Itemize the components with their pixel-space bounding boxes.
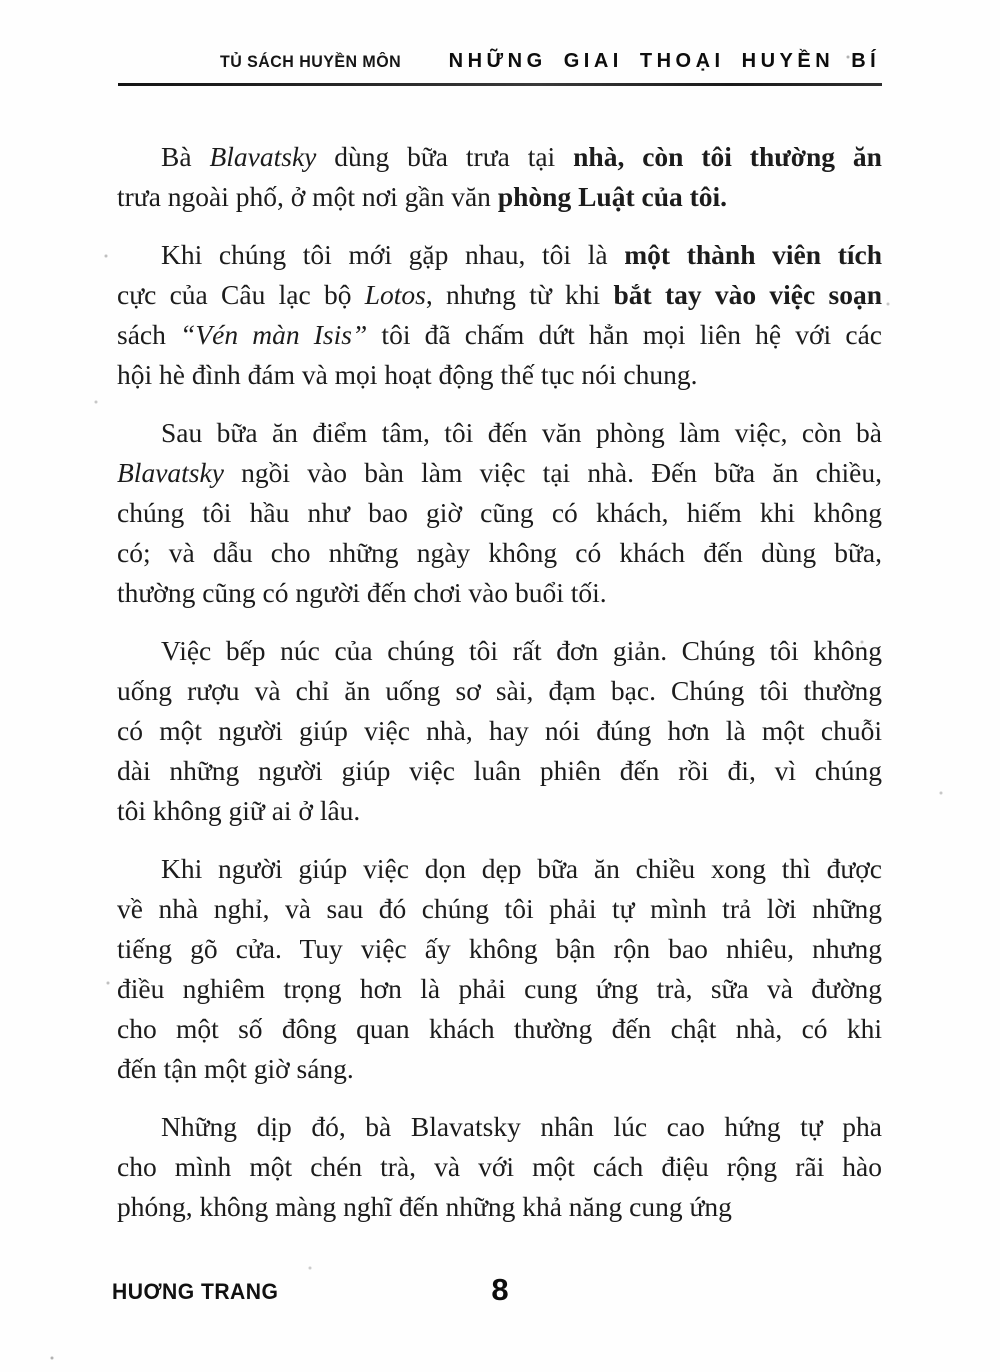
text-line <box>117 889 882 929</box>
paragraph <box>117 235 882 395</box>
text-line <box>117 355 882 395</box>
text-segment: dài những người giúp việc luân phiên đến rồi đi, vì chúng <box>117 755 882 786</box>
text-segment: dùng bữa trưa tại <box>316 141 574 172</box>
text-line <box>117 235 882 275</box>
text-line <box>117 1107 882 1147</box>
text-line <box>117 969 882 1009</box>
text-segment: trưa ngoài phố, ở một nơi gần văn <box>117 181 498 212</box>
paragraph <box>117 631 882 831</box>
text-line <box>117 573 882 613</box>
text-segment: Bà <box>161 141 210 172</box>
body-text <box>117 137 882 1245</box>
text-segment: cho mình một chén trà, và với một cách điệu rộng rãi hào <box>117 1151 882 1182</box>
text-line <box>117 1187 882 1227</box>
text-segment: tiếng gõ cửa. Tuy việc ấy không bận rộn bao nhiêu, nhưng <box>117 933 882 964</box>
text-segment: nhà, còn tôi thường ăn <box>573 141 882 172</box>
text-line <box>117 791 882 831</box>
text-segment: “Vén màn Isis” <box>180 319 368 350</box>
text-line <box>117 413 882 453</box>
text-line <box>117 453 882 493</box>
book-title: NHỮNG GIAI THOẠI HUYỀN BÍ <box>448 50 881 72</box>
text-segment: có một người giúp việc nhà, hay nói đúng hơn là một chuỗi <box>117 715 882 746</box>
text-line <box>117 275 882 315</box>
text-segment: sách <box>117 319 181 350</box>
text-segment: phóng, không màng nghĩ đến những khả năng cung ứng <box>117 1191 732 1222</box>
paragraph <box>117 849 882 1089</box>
publisher-label: HUƠNG TRANG <box>112 1279 279 1304</box>
text-segment: cho một số đông quan khách thường đến chật nhà, có khi <box>117 1013 882 1044</box>
text-segment: , nhưng từ khi <box>425 279 614 310</box>
text-segment: Sau bữa ăn điểm tâm, tôi đến văn phòng làm việc, còn bà <box>161 417 882 448</box>
text-segment: thường cũng có người đến chơi vào buổi tối. <box>117 577 607 608</box>
text-segment: ngồi vào bàn làm việc tại nhà. Đến bữa ăn chiều, <box>223 457 882 488</box>
text-segment: Blavatsky <box>209 141 317 172</box>
text-segment: bắt tay vào việc soạn <box>613 279 882 310</box>
paragraph <box>117 1107 882 1227</box>
text-line <box>117 493 882 533</box>
text-segment: Những dịp đó, bà Blavatsky nhân lúc cao hứng tự pha <box>161 1111 882 1142</box>
text-segment: Việc bếp núc của chúng tôi rất đơn giản. Chúng tôi không <box>161 635 882 666</box>
series-label: TỦ SÁCH HUYỀN MÔN <box>220 52 402 71</box>
text-line <box>117 671 882 711</box>
text-segment: một thành viên tích <box>624 239 882 270</box>
header-rule <box>118 83 882 86</box>
text-segment: đến tận một giờ sáng. <box>117 1053 354 1084</box>
paragraph <box>117 413 882 613</box>
text-segment: phòng Luật của tôi. <box>497 181 728 212</box>
text-segment: tôi không giữ ai ở lâu. <box>117 795 361 826</box>
text-segment: hội hè đình đám và mọi hoạt động thế tục nói chung. <box>117 359 698 390</box>
text-segment: Lotos <box>364 279 426 310</box>
text-line <box>117 1009 882 1049</box>
text-segment: tôi đã chấm dứt hẳn mọi liên hệ với các <box>367 319 882 350</box>
text-line <box>117 137 882 177</box>
text-line <box>117 177 882 217</box>
text-segment: uống rượu và chỉ ăn uống sơ sài, đạm bạc. Chúng tôi thường <box>117 675 882 706</box>
text-line <box>117 751 882 791</box>
text-line <box>117 1147 882 1187</box>
text-line <box>117 711 882 751</box>
running-head <box>120 50 880 73</box>
paragraph <box>117 137 882 217</box>
text-segment: Blavatsky <box>117 457 224 488</box>
text-line <box>117 631 882 671</box>
text-segment: cực của Câu lạc bộ <box>117 279 365 310</box>
text-line <box>117 929 882 969</box>
text-line <box>117 315 882 355</box>
text-segment: điều nghiêm trọng hơn là phải cung ứng trà, sữa và đường <box>117 973 882 1004</box>
text-segment: có; và dẫu cho những ngày không có khách đến dùng bữa, <box>117 537 882 568</box>
page-number: 8 <box>491 1272 509 1307</box>
text-segment: Khi chúng tôi mới gặp nhau, tôi là <box>161 239 625 270</box>
text-line <box>117 533 882 573</box>
text-segment: chúng tôi hầu như bao giờ cũng có khách, hiếm khi không <box>117 497 882 528</box>
text-line <box>117 1049 882 1089</box>
text-line <box>117 849 882 889</box>
text-segment: Khi người giúp việc dọn dẹp bữa ăn chiều xong thì được <box>161 853 882 884</box>
text-segment: về nhà nghỉ, và sau đó chúng tôi phải tự mình trả lời những <box>117 893 882 924</box>
